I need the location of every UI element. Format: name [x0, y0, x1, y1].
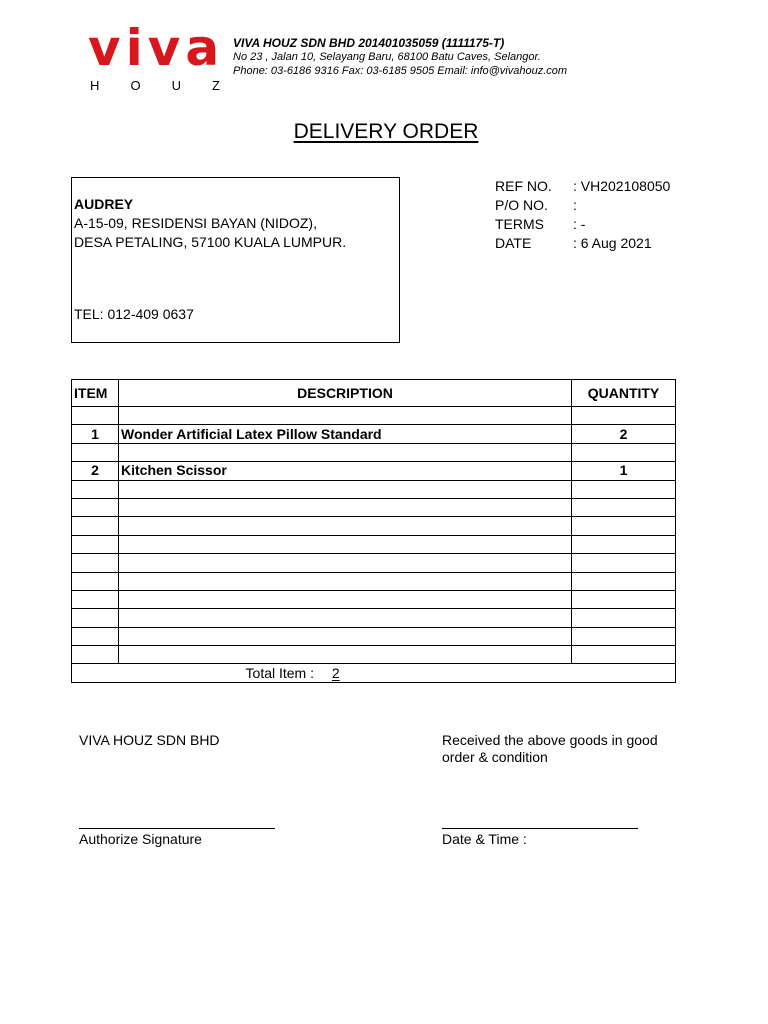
- company-logo: viva: [88, 19, 225, 77]
- ref-row-po-no: [495, 196, 675, 215]
- ref-label: REF NO.: [495, 178, 552, 194]
- received-statement-line2: order & condition: [442, 749, 548, 765]
- table-row: [72, 646, 676, 664]
- description-cell: [119, 407, 572, 425]
- company-logo-subtitle: [90, 78, 220, 94]
- ref-row-terms: [495, 215, 675, 234]
- table-row: [72, 480, 676, 498]
- quantity-cell: [572, 609, 676, 627]
- ref-label: P/O NO.: [495, 197, 548, 213]
- quantity-cell: [572, 646, 676, 664]
- table-row: [72, 517, 676, 535]
- quantity-cell: [572, 554, 676, 572]
- table-row: [72, 554, 676, 572]
- customer-tel: TEL: 012-409 0637: [74, 306, 194, 322]
- description-cell: [119, 498, 572, 516]
- description-cell: [119, 554, 572, 572]
- description-cell: [119, 627, 572, 645]
- quantity-cell: [572, 572, 676, 590]
- total-value: 2: [331, 664, 340, 681]
- ref-value: : -: [573, 216, 586, 232]
- ref-row-date: [495, 234, 675, 253]
- reference-info: [495, 177, 675, 253]
- item-cell: [72, 554, 119, 572]
- document-title: [0, 119, 768, 145]
- ref-value: : VH202108050: [573, 178, 671, 194]
- item-cell: [72, 480, 119, 498]
- quantity-cell: [572, 517, 676, 535]
- total-label: Total Item :: [245, 664, 314, 681]
- total-row: [72, 664, 676, 682]
- item-cell: [72, 535, 119, 553]
- item-cell: [72, 646, 119, 664]
- description-cell: [119, 590, 572, 608]
- quantity-cell: [572, 535, 676, 553]
- description-cell: Wonder Artificial Latex Pillow Standard: [119, 425, 572, 443]
- quantity-cell: [572, 480, 676, 498]
- company-address: No 23 , Jalan 10, Selayang Baru, 68100 Batu Caves, Selangor.: [233, 51, 541, 63]
- customer-address-line2: DESA PETALING, 57100 KUALA LUMPUR.: [74, 234, 347, 250]
- quantity-cell: [572, 407, 676, 425]
- customer-address-line1: A-15-09, RESIDENSI BAYAN (NIDOZ),: [74, 215, 317, 231]
- logo-letter: Z: [212, 78, 220, 93]
- ref-value: : 6 Aug 2021: [573, 235, 652, 251]
- table-row: [72, 462, 676, 480]
- item-cell: [72, 407, 119, 425]
- table-row: [72, 627, 676, 645]
- item-cell: [72, 590, 119, 608]
- quantity-cell: [572, 443, 676, 461]
- customer-name: AUDREY: [74, 196, 134, 212]
- logo-letter: H: [90, 78, 100, 93]
- table-row: [72, 590, 676, 608]
- table-row: [72, 498, 676, 516]
- description-cell: [119, 480, 572, 498]
- item-cell: [72, 572, 119, 590]
- table-row: [72, 407, 676, 425]
- quantity-cell: [572, 590, 676, 608]
- quantity-cell: 2: [572, 425, 676, 443]
- document-title-text: DELIVERY ORDER: [293, 120, 479, 143]
- date-time-line: [442, 828, 638, 829]
- table-row: [72, 609, 676, 627]
- description-cell: [119, 517, 572, 535]
- description-cell: [119, 572, 572, 590]
- item-cell: [72, 498, 119, 516]
- table-row: [72, 443, 676, 461]
- company-header: [233, 36, 567, 78]
- item-cell: 2: [72, 462, 119, 480]
- company-contact: Phone: 03-6186 9316 Fax: 03-6185 9505 Email: info@vivahouz.com: [233, 65, 568, 77]
- item-cell: [72, 609, 119, 627]
- table-row: [72, 535, 676, 553]
- logo-letter: O: [130, 78, 141, 93]
- description-cell: [119, 443, 572, 461]
- description-cell: [119, 535, 572, 553]
- footer-company-name: VIVA HOUZ SDN BHD: [79, 732, 220, 748]
- column-header-description: DESCRIPTION: [119, 380, 572, 407]
- item-cell: [72, 443, 119, 461]
- total-cell: [72, 664, 676, 682]
- ref-label: DATE: [495, 235, 532, 251]
- quantity-cell: [572, 498, 676, 516]
- ref-row-ref-no: [495, 177, 675, 196]
- table-row: [72, 425, 676, 443]
- table-header-row: [72, 380, 676, 407]
- ref-label: TERMS: [495, 216, 544, 232]
- table-row: [72, 572, 676, 590]
- quantity-cell: [572, 627, 676, 645]
- ref-value: :: [573, 197, 577, 213]
- item-cell: [72, 627, 119, 645]
- column-header-quantity: QUANTITY: [572, 380, 676, 407]
- description-cell: [119, 609, 572, 627]
- item-cell: [72, 517, 119, 535]
- item-cell: 1: [72, 425, 119, 443]
- items-table: [71, 379, 676, 683]
- column-header-item: ITEM: [72, 380, 119, 407]
- logo-letter: U: [171, 78, 181, 93]
- date-time-label: Date & Time :: [442, 831, 527, 847]
- authorize-signature-label: Authorize Signature: [79, 831, 202, 847]
- description-cell: [119, 646, 572, 664]
- description-cell: Kitchen Scissor: [119, 462, 572, 480]
- received-statement-line1: Received the above goods in good: [442, 732, 658, 748]
- quantity-cell: 1: [572, 462, 676, 480]
- company-name: VIVA HOUZ SDN BHD 201401035059 (1111175-T): [233, 36, 505, 50]
- authorize-signature-line: [79, 828, 275, 829]
